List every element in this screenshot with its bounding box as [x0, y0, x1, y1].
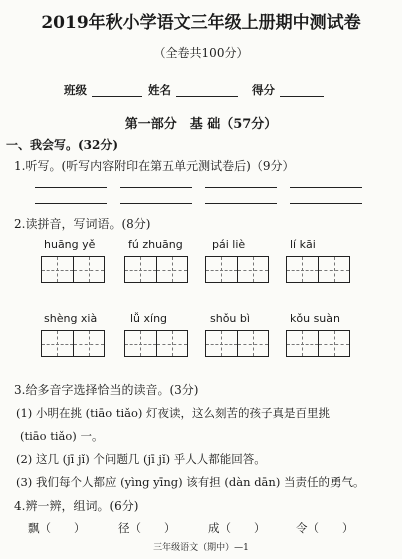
dictation-line[interactable] [120, 187, 192, 188]
pinyin-label: lǚ xíng [130, 312, 168, 325]
exam-subtitle: （全卷共100分） [153, 46, 249, 60]
class-label: 班级 [64, 83, 87, 97]
dictation-line[interactable] [205, 203, 277, 204]
dictation-line[interactable] [290, 187, 362, 188]
tianzige-box[interactable] [41, 330, 105, 357]
tianzige-box[interactable] [124, 256, 188, 283]
part-title: 第一部分 基 础（57分） [124, 117, 278, 132]
pinyin-label: fú zhuāng [128, 238, 183, 251]
q3-item-2: (2) 这几 (jī jǐ) 个问题几 (jī jǐ) 乎人人都能回答。 [16, 452, 266, 466]
question-4: 4.辨一辨，组词。(6分) [14, 499, 139, 513]
page-footer: 三年级语文（期中）—1 [153, 543, 249, 553]
tianzige-box[interactable] [205, 330, 269, 357]
question-1: 1.听写。(听写内容附印在第五单元测试卷后)（9分） [14, 159, 295, 173]
exam-title: 2019年秋小学语文三年级上册期中测试卷 [41, 13, 361, 33]
name-label: 姓名 [148, 83, 171, 97]
tianzige-box[interactable] [286, 330, 350, 357]
section-1-heading: 一、我会写。(32分) [6, 138, 119, 152]
score-blank[interactable] [280, 96, 324, 97]
name-blank[interactable] [176, 96, 238, 97]
pinyin-label: kǒu suàn [290, 312, 340, 325]
tianzige-box[interactable] [286, 256, 350, 283]
q4-item: 径（ ） [118, 521, 176, 535]
pinyin-label: shǒu bì [210, 312, 250, 325]
dictation-line[interactable] [35, 187, 107, 188]
tianzige-box[interactable] [124, 330, 188, 357]
q4-item: 成（ ） [208, 521, 266, 535]
pinyin-label: lí kāi [290, 238, 316, 251]
pinyin-label: pái liè [212, 238, 246, 251]
dictation-line[interactable] [290, 203, 362, 204]
pinyin-label: huāng yě [44, 238, 96, 251]
dictation-line[interactable] [35, 203, 107, 204]
score-label: 得分 [252, 83, 275, 97]
class-blank[interactable] [92, 96, 142, 97]
q3-item-1-cont: (tiāo tiǎo) 一。 [20, 429, 104, 443]
q3-item-1: (1) 小明在挑 (tiāo tiǎo) 灯夜读，这么刻苦的孩子真是百里挑 [16, 406, 331, 420]
question-2: 2.读拼音，写词语。(8分) [14, 217, 151, 231]
dictation-line[interactable] [205, 187, 277, 188]
dictation-line[interactable] [120, 203, 192, 204]
q4-item: 令（ ） [296, 521, 354, 535]
tianzige-box[interactable] [205, 256, 269, 283]
q4-item: 飘（ ） [28, 521, 86, 535]
pinyin-label: shèng xià [44, 312, 98, 325]
q3-item-3: (3) 我们每个人都应 (yìng yīng) 该有担 (dàn dān) 当责任的勇气。 [16, 475, 365, 489]
question-3: 3.给多音字选择恰当的读音。(3分) [14, 383, 199, 397]
tianzige-box[interactable] [41, 256, 105, 283]
